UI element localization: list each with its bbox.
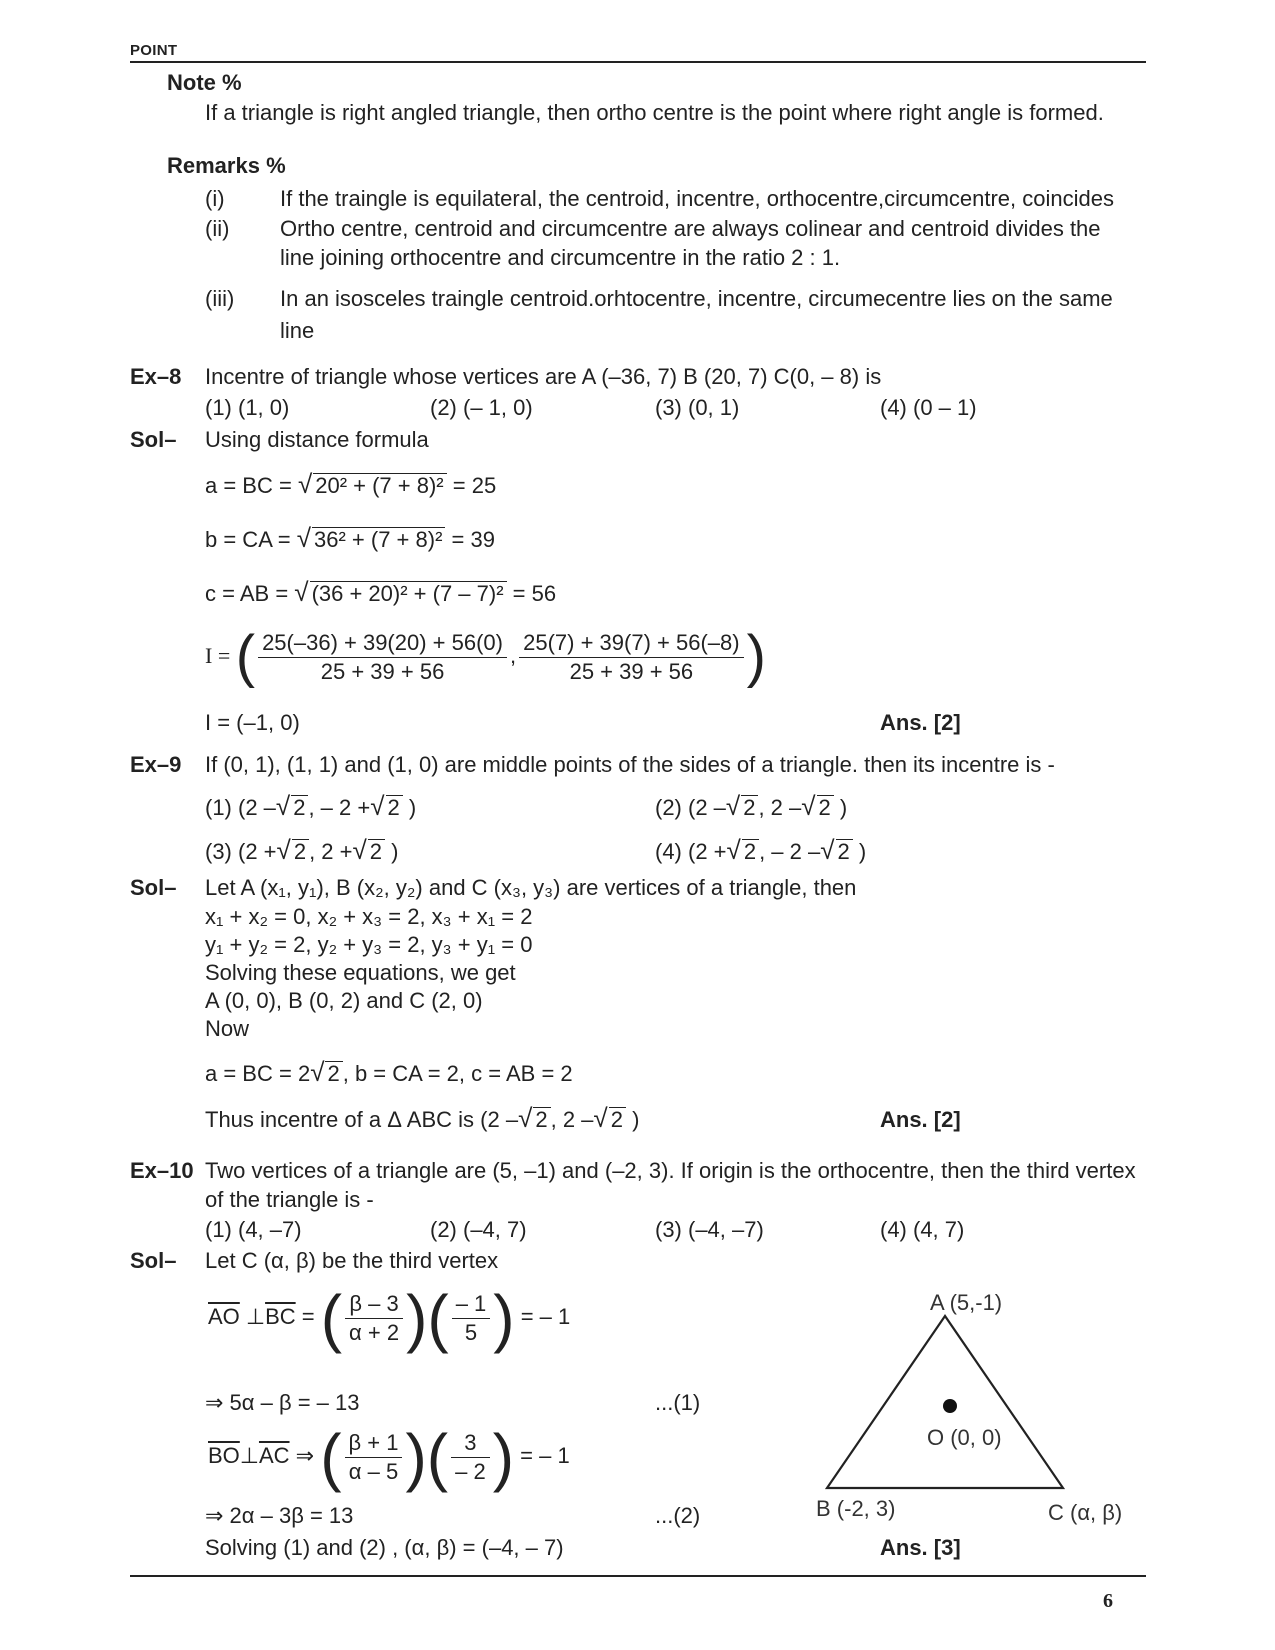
triangle-figure — [800, 1290, 1150, 1540]
ex10-label: Ex–10 — [130, 1158, 194, 1183]
footer-rule — [130, 1575, 1146, 1577]
ex10-eq2-result: ⇒ 2α – 3β = 13 — [205, 1503, 354, 1528]
ex10-eq2: $\overline{BO}\perp\overline{AC}$ ⇒ ( $\frac{\beta + 1}{\alpha - 5}$ )( $\frac{3}{- 2}$ ) = – 1 — [208, 1421, 570, 1493]
ex8-option-3: (3) (0, 1) — [655, 395, 740, 420]
note-text: If a triangle is right angled triangle, then ortho centre is the point where right angle is formed. — [205, 100, 1104, 125]
ex9-question: If (0, 1), (1, 1) and (1, 0) are middle points of the sides of a triangle. then its incentre is - — [205, 752, 1055, 777]
ex10-sol-label: Sol– — [130, 1248, 177, 1273]
ex9-sol-line: Now — [205, 1016, 250, 1041]
remark-text: In an isosceles traingle centroid.orhtocentre, incentre, circumecentre lies on the same — [280, 286, 1113, 311]
ex10-eq2-tag: ...(2) — [655, 1503, 701, 1528]
ex9-sol-sides: a = BC = 2√ 2 , b = CA = 2, c = AB = 2 — [205, 1057, 573, 1087]
ex8-c-equation: c = AB = √ (36 + 20)² + (7 – 7)² = 56 — [205, 577, 557, 607]
ex9-answer: Ans. [2] — [880, 1107, 961, 1132]
ex10-eq1: $\overline{AO}$ $\perp\overline{BC}$ = ( $\frac{\beta - 3}{\alpha + 2}$ )( $\frac{- 1}{5}$ ) = – 1 — [208, 1282, 571, 1354]
ex8-option-2: (2) (– 1, 0) — [430, 395, 533, 420]
ex9-sol-line: x₁ + x₂ = 0, x₂ + x₃ = 2, x₃ + x₁ = 2 — [205, 904, 533, 929]
vertex-c-label: C (α, β) — [1048, 1500, 1123, 1525]
remark-text: line joining orthocentre and circumcentre in the ratio 2 : 1. — [280, 245, 841, 270]
ex8-sol-intro: Using distance formula — [205, 427, 429, 452]
ex9-option-1: (1) (2 –√ 2 , – 2 +√ 2 ) — [205, 791, 417, 821]
header-title: POINT — [130, 42, 178, 59]
ex10-option-2: (2) (–4, 7) — [430, 1217, 527, 1242]
ex8-a-equation: a = BC = √ 20² + (7 + 8)² = 25 — [205, 469, 497, 499]
remark-text: line — [280, 318, 315, 343]
ex9-option-4: (4) (2 +√ 2 , – 2 –√ 2 ) — [655, 835, 867, 865]
ex9-sol-conclusion: Thus incentre of a Δ ABC is (2 –√ 2 , 2 –√ 2 ) — [205, 1103, 640, 1133]
vertex-b-label: B (-2, 3) — [816, 1496, 896, 1521]
remark-num: (iii) — [205, 286, 235, 311]
ex8-b-equation: b = CA = √ 36² + (7 + 8)² = 39 — [205, 523, 495, 553]
ex9-option-3: (3) (2 +√ 2 , 2 +√ 2 ) — [205, 835, 399, 865]
header-rule — [130, 61, 1146, 63]
ex8-question: Incentre of triangle whose vertices are A (–36, 7) B (20, 7) C(0, – 8) is — [205, 364, 882, 389]
orthocentre-point — [943, 1399, 957, 1413]
page-number: 6 — [1103, 1590, 1113, 1612]
ex10-option-4: (4) (4, 7) — [880, 1217, 965, 1242]
ex10-option-3: (3) (–4, –7) — [655, 1217, 764, 1242]
ex8-result: I = (–1, 0) — [205, 710, 300, 735]
remarks-heading: Remarks % — [167, 153, 286, 178]
ex8-incentre-formula: I = ( $\frac{25(-36) + 39(20) + 56(0)}{25 + 39 + 56}$ , $\frac{25(7) + 39(7) + 56(-8)}{25 + 39 + 56}$ ) — [205, 624, 766, 689]
ex9-sol-line: y₁ + y₂ = 2, y₂ + y₃ = 2, y₃ + y₁ = 0 — [205, 932, 533, 957]
ex8-answer: Ans. [2] — [880, 710, 961, 735]
ex8-sol-label: Sol– — [130, 427, 177, 452]
ex10-eq1-tag: ...(1) — [655, 1390, 701, 1415]
ex10-sol-intro: Let C (α, β) be the third vertex — [205, 1248, 499, 1273]
note-heading: Note % — [167, 70, 242, 95]
ex8-option-1: (1) (1, 0) — [205, 395, 290, 420]
ex9-sol-line: Let A (x₁, y₁), B (x₂, y₂) and C (x₃, y₃) are vertices of a triangle, then — [205, 875, 857, 900]
ex8-option-4: (4) (0 – 1) — [880, 395, 977, 420]
vertex-a-label: A (5,-1) — [930, 1290, 1003, 1315]
ex10-question: Two vertices of a triangle are (5, –1) and (–2, 3). If origin is the orthocentre, then the third vertex — [205, 1158, 1136, 1183]
ex9-option-2: (2) (2 –√ 2 , 2 –√ 2 ) — [655, 791, 848, 821]
ex10-option-1: (1) (4, –7) — [205, 1217, 302, 1242]
ex9-label: Ex–9 — [130, 752, 182, 777]
remark-num: (ii) — [205, 216, 230, 241]
remark-num: (i) — [205, 186, 225, 211]
remark-text: If the traingle is equilateral, the centroid, incentre, orthocentre,circumcentre, coincides — [280, 186, 1114, 211]
ex9-sol-label: Sol– — [130, 875, 177, 900]
ex10-answer: Ans. [3] — [880, 1535, 961, 1560]
ex10-question-cont: of the triangle is - — [205, 1187, 374, 1212]
ex9-sol-line: Solving these equations, we get — [205, 960, 516, 985]
orthocentre-label: O (0, 0) — [927, 1425, 1002, 1450]
ex10-solving: Solving (1) and (2) , (α, β) = (–4, – 7) — [205, 1535, 564, 1560]
ex9-sol-line: A (0, 0), B (0, 2) and C (2, 0) — [205, 988, 483, 1013]
ex8-label: Ex–8 — [130, 364, 182, 389]
remark-text: Ortho centre, centroid and circumcentre are always colinear and centroid divides the — [280, 216, 1101, 241]
ex10-eq1-result: ⇒ 5α – β = – 13 — [205, 1390, 360, 1415]
